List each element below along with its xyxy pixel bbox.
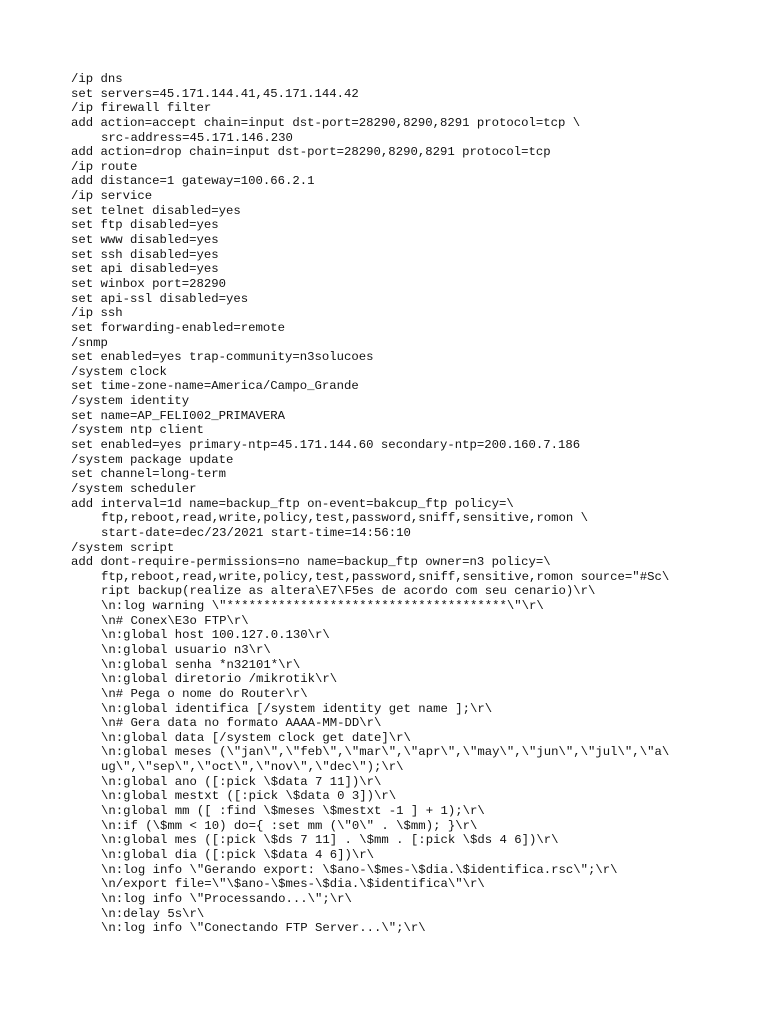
code-line: /system scheduler (71, 481, 197, 496)
code-line: \n:global dia ([:pick \$data 4 6])\r\ (101, 847, 375, 862)
code-line: /system identity (71, 394, 190, 409)
code-line: \n:global host 100.127.0.130\r\ (101, 628, 330, 643)
code-line: \n# Pega o nome do Router\r\ (101, 686, 308, 701)
code-line: \n:global usuario n3\r\ (101, 642, 271, 657)
code-line: set time-zone-name=America/Campo_Grande (71, 379, 359, 394)
code-line: \n:global mestxt ([:pick \$data 0 3])\r\ (101, 789, 397, 804)
code-line: \n:global diretorio /mikrotik\r\ (101, 672, 338, 687)
code-line: set www disabled=yes (71, 233, 219, 248)
code-line: set servers=45.171.144.41,45.171.144.42 (71, 86, 359, 101)
code-line: set name=AP_FELI002_PRIMAVERA (71, 408, 286, 423)
code-line: \n:log info \"Gerando export: \$ano-\$mes-\$dia.\$identifica.rsc\";\r\ (101, 862, 618, 877)
code-line: /ip firewall filter (71, 101, 212, 116)
code-line: /ip ssh (71, 306, 123, 321)
code-line: set ftp disabled=yes (71, 218, 219, 233)
code-line: src-address=45.171.146.230 (101, 130, 293, 145)
code-line: \n:global identifica [/system identity get name ];\r\ (101, 701, 493, 716)
code-line: add action=accept chain=input dst-port=28290,8290,8291 protocol=tcp \ (71, 115, 581, 130)
code-line: \n:log info \"Processando...\";\r\ (101, 891, 352, 906)
code-line: /ip dns (71, 72, 123, 86)
code-line: set enabled=yes trap-community=n3solucoes (71, 350, 374, 365)
code-line: \n:global mes ([:pick \$ds 7 11] . \$mm . [:pick \$ds 4 6])\r\ (101, 833, 559, 848)
code-line: \n:global senha *n32101*\r\ (101, 657, 301, 672)
code-line: set api disabled=yes (71, 262, 219, 277)
code-line: set telnet disabled=yes (71, 203, 241, 218)
code-line: \n# Gera data no formato AAAA-MM-DD\r\ (101, 716, 382, 731)
code-line: /system ntp client (71, 423, 204, 438)
code-line: set channel=long-term (71, 467, 226, 482)
code-line: add action=drop chain=input dst-port=28290,8290,8291 protocol=tcp (71, 145, 551, 160)
code-line: \n:global data [/system clock get date]\r\ (101, 730, 411, 745)
code-line: set enabled=yes primary-ntp=45.171.144.60 secondary-ntp=200.160.7.186 (71, 438, 581, 453)
code-line: start-date=dec/23/2021 start-time=14:56:10 (101, 525, 411, 540)
code-line: \n/export file=\"\$ano-\$mes-\$dia.\$identifica\"\r\ (101, 877, 485, 892)
code-line: \n:delay 5s\r\ (101, 906, 205, 921)
code-line: set api-ssl disabled=yes (71, 291, 249, 306)
code-line: \n# Conex\E3o FTP\r\ (101, 613, 249, 628)
code-line: ftp,reboot,read,write,policy,test,password,sniff,sensitive,romon \ (101, 511, 589, 526)
code-line: /snmp (71, 335, 108, 350)
code-line: set winbox port=28290 (71, 276, 226, 291)
config-script-text (71, 72, 751, 936)
code-line: \n:global ano ([:pick \$data 7 11])\r\ (101, 774, 382, 789)
code-line: add interval=1d name=backup_ftp on-event=bakcup_ftp policy=\ (71, 496, 514, 511)
code-line: \n:global mm ([ :find \$meses \$mestxt -1 ] + 1);\r\ (101, 804, 485, 819)
code-line: \n:if (\$mm < 10) do={ :set mm (\"0\" . \$mm); }\r\ (101, 818, 478, 833)
code-line: ript backup(realize as altera\E7\F5es de acordo com seu cenario)\r\ (101, 584, 596, 599)
code-line: add distance=1 gateway=100.66.2.1 (71, 174, 315, 189)
code-line: /ip service (71, 189, 153, 204)
code-line: /system package update (71, 452, 234, 467)
code-line: set forwarding-enabled=remote (71, 320, 286, 335)
code-line: \n:log warning \"**************************************\"\r\ (101, 599, 544, 614)
code-line: /system clock (71, 364, 167, 379)
code-line: ug\",\"sep\",\"oct\",\"nov\",\"dec\");\r\ (101, 760, 404, 775)
code-line: add dont-require-permissions=no name=backup_ftp owner=n3 policy=\ (71, 555, 551, 570)
code-line: /ip route (71, 159, 138, 174)
code-line: set ssh disabled=yes (71, 247, 219, 262)
code-line: \n:log info \"Conectando FTP Server...\";\r\ (101, 921, 426, 936)
code-line: ftp,reboot,read,write,policy,test,password,sniff,sensitive,romon source="#Sc\ (101, 569, 670, 584)
code-line: \n:global meses (\"jan\",\"feb\",\"mar\",\"apr\",\"may\",\"jun\",\"jul\",\"a\ (101, 745, 670, 760)
code-line: /system script (71, 540, 175, 555)
